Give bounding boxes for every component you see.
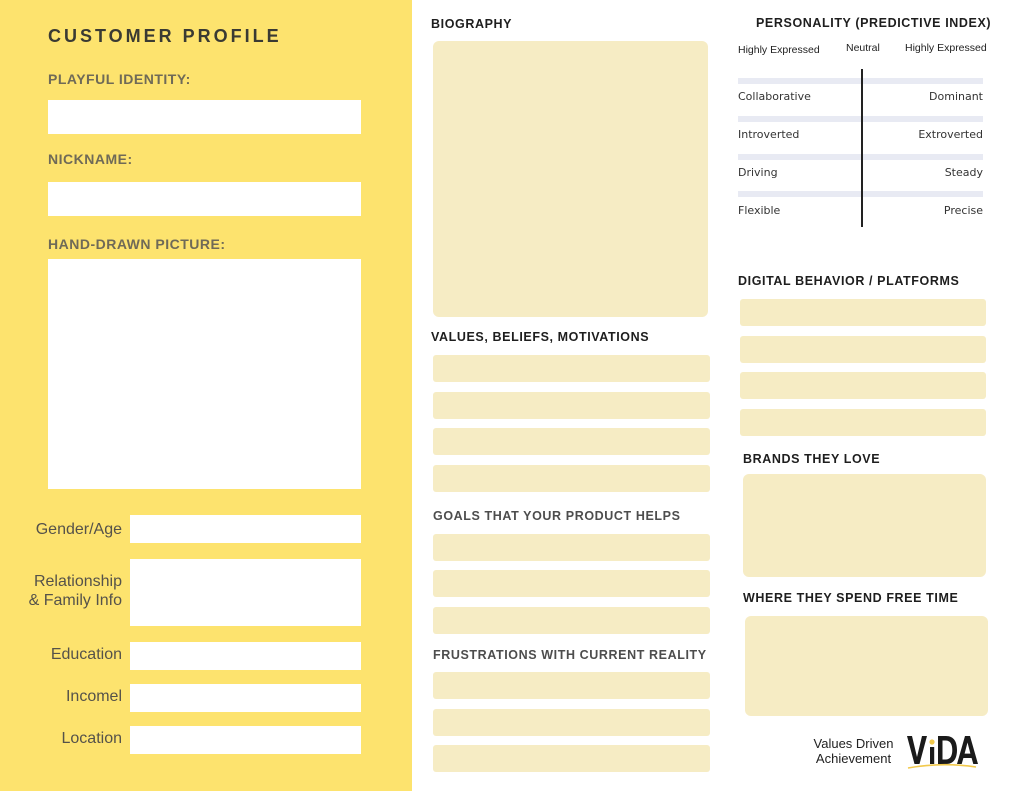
education-field[interactable] [130, 642, 361, 670]
free-time-heading: WHERE THEY SPEND FREE TIME [743, 591, 959, 605]
pi-left-header: Highly Expressed [738, 44, 820, 56]
income-field[interactable] [130, 684, 361, 712]
gender-age-field[interactable] [130, 515, 361, 543]
picture-area[interactable] [48, 259, 361, 489]
digital-line-1[interactable] [740, 299, 986, 326]
location-field[interactable] [130, 726, 361, 754]
nickname-label: NICKNAME: [48, 151, 133, 167]
playful-identity-field[interactable] [48, 100, 361, 134]
frustrations-line-3[interactable] [433, 745, 710, 772]
digital-line-3[interactable] [740, 372, 986, 399]
vida-logo-icon [906, 733, 980, 776]
goals-line-1[interactable] [433, 534, 710, 561]
brands-box[interactable] [743, 474, 986, 577]
personality-heading: PERSONALITY (PREDICTIVE INDEX) [756, 16, 992, 30]
frustrations-line-1[interactable] [433, 672, 710, 699]
digital-heading: DIGITAL BEHAVIOR / PLATFORMS [738, 274, 960, 288]
logo-line1: Values Driven [813, 736, 894, 751]
picture-label: HAND-DRAWN PICTURE: [48, 236, 226, 252]
pi-center-header: Neutral [846, 42, 880, 54]
biography-box[interactable] [433, 41, 708, 317]
income-label: Incomel [65, 688, 122, 705]
values-line-4[interactable] [433, 465, 710, 492]
gender-age-label: Gender/Age [35, 521, 122, 538]
pi-trait-right: Precise [943, 204, 983, 217]
pi-trait-left: Introverted [738, 128, 800, 141]
relationship-field[interactable] [130, 559, 361, 626]
pi-trait-left: Flexible [738, 204, 781, 217]
frustrations-line-2[interactable] [433, 709, 710, 736]
pi-neutral-axis [861, 69, 863, 227]
pi-trait-right: Steady [944, 166, 983, 179]
digital-line-4[interactable] [740, 409, 986, 436]
pi-trait-right: Extroverted [918, 128, 983, 141]
values-line-1[interactable] [433, 355, 710, 382]
location-label: Location [61, 730, 122, 747]
pi-trait-left: Driving [738, 166, 778, 179]
page-title: CUSTOMER PROFILE [48, 26, 282, 46]
education-label: Education [50, 646, 122, 663]
biography-heading: BIOGRAPHY [431, 17, 513, 31]
frustrations-heading: FRUSTRATIONS WITH CURRENT REALITY [433, 648, 707, 662]
playful-identity-label: PLAYFUL IDENTITY: [48, 71, 191, 87]
vida-logo-svg [906, 733, 980, 771]
digital-line-2[interactable] [740, 336, 986, 363]
logo-line2: Achievement [815, 751, 892, 766]
nickname-field[interactable] [48, 182, 361, 216]
pi-trait-right: Dominant [929, 90, 983, 103]
logo-tagline [812, 736, 895, 766]
pi-right-header: Highly Expressed [905, 42, 987, 54]
relationship-label [0, 572, 122, 610]
relationship-label-line1: Relationship [33, 573, 122, 590]
values-line-3[interactable] [433, 428, 710, 455]
values-heading: VALUES, BELIEFS, MOTIVATIONS [431, 330, 650, 344]
goals-line-3[interactable] [433, 607, 710, 634]
free-time-box[interactable] [745, 616, 988, 716]
relationship-label-line2: & Family Info [28, 592, 122, 609]
pi-trait-left: Collaborative [738, 90, 811, 103]
goals-line-2[interactable] [433, 570, 710, 597]
values-line-2[interactable] [433, 392, 710, 419]
brands-heading: BRANDS THEY LOVE [743, 452, 881, 466]
goals-heading: GOALS THAT YOUR PRODUCT HELPS [433, 509, 681, 523]
